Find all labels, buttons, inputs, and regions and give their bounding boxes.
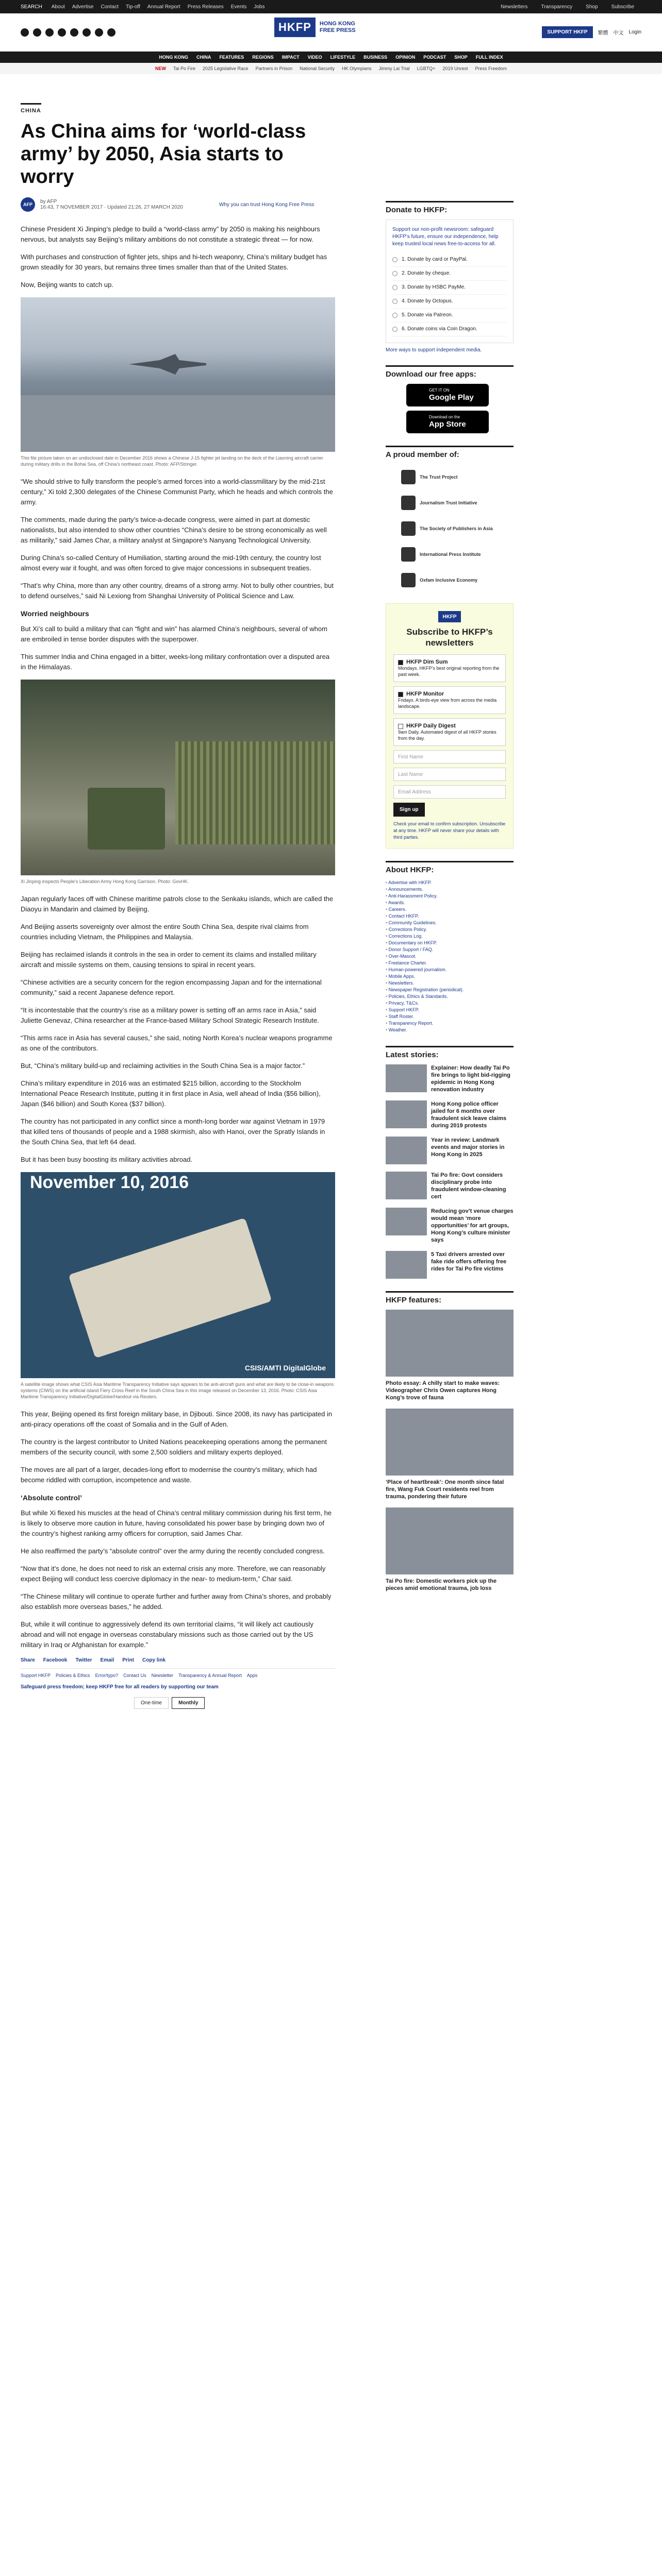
- latest-story[interactable]: [386, 1100, 514, 1129]
- newsletter-name: HKFP Monitor: [406, 691, 444, 697]
- trending-link[interactable]: Jimmy Lai Trial: [378, 66, 410, 71]
- photo-caption: A satellite image shows what CSIS Asia Maritime Transparency Initiative says appears to be anti-aircraft guns and what are likely to be close-in weapons systems (CIWS) on the artificial island Fiery Cross Reef in the South China Sea in this image released on December 13, 2016. Photo: CSIS Asia Maritime Transparency Initiative/DigitalGlobe/Handout via Reuters.: [21, 1382, 334, 1399]
- article-category[interactable]: CHINA: [21, 103, 41, 114]
- facebook-icon[interactable]: [21, 28, 29, 37]
- story-thumbnail[interactable]: [386, 1251, 427, 1279]
- trust-project-icon: [401, 470, 416, 484]
- topbar-link[interactable]: Jobs: [254, 4, 265, 10]
- donate-heading: Donate to HKFP:: [386, 201, 514, 214]
- member-logo[interactable]: [401, 541, 514, 567]
- share-label: Share: [21, 1657, 35, 1663]
- about-link[interactable]: • Human-powered journalism.: [386, 967, 514, 973]
- google-play-small: GET IT ON: [429, 388, 450, 393]
- nav-item[interactable]: FEATURES: [219, 55, 244, 60]
- military-vehicle: [88, 788, 165, 850]
- paragraph: The country has not participated in any conflict since a month-long border war against Vietnam in 1979 that killed tens of thousands of people and a 1988 skirmish, also with Hanoi, over the Spratly Islands in the South China Sea, that left 64 dead.: [21, 1117, 325, 1146]
- paragraph: “It is incontestable that the country’s rise as a military power is setting off an arms race in Asia,” said Juliette Genevaz, China researcher at the France-based Military School Strategic Research Institute.: [21, 1006, 319, 1024]
- story-thumbnail[interactable]: [386, 1172, 427, 1199]
- about-link[interactable]: • Newspaper Registration (periodical).: [386, 987, 514, 993]
- feature-title[interactable]: ‘Place of heartbreak’: One month since fatal fire, Wang Fuk Court residents reel from trauma, pondering their future: [386, 1479, 504, 1500]
- trending-link[interactable]: Partners in Prison: [255, 66, 293, 71]
- support-link[interactable]: Contact Us: [123, 1673, 146, 1678]
- topbar-link[interactable]: About: [51, 4, 65, 10]
- nav-item[interactable]: FULL INDEX: [475, 55, 503, 60]
- paragraph: “Chinese activities are a security concern for the region encompassing Japan and for the international community,” said a recent Japanese defence report.: [21, 978, 322, 996]
- story-title[interactable]: Explainer: How deadly Tai Po fire brings to light bid-rigging epidemic in Hong Kong renovation industry: [431, 1065, 510, 1093]
- signup-button[interactable]: Sign up: [393, 803, 425, 817]
- trending-bar: [0, 63, 662, 74]
- search-link[interactable]: SEARCH: [21, 4, 42, 10]
- donate-option[interactable]: [392, 267, 507, 281]
- main-nav: [0, 52, 662, 63]
- trending-link[interactable]: 2025 Legislative Race: [203, 66, 249, 71]
- newsletter-name: HKFP Dim Sum: [406, 659, 448, 665]
- logo-box: HKFP: [274, 18, 316, 37]
- about-link[interactable]: • Advertise with HKFP.: [386, 879, 514, 886]
- login-link[interactable]: Login: [628, 29, 641, 35]
- topbar-link[interactable]: Advertise: [72, 4, 94, 10]
- member-heading: A proud member of:: [386, 446, 514, 459]
- member-name: The Society of Publishers in Asia: [420, 526, 493, 531]
- features-heading: HKFP features:: [386, 1291, 514, 1304]
- checkbox-icon[interactable]: [398, 724, 403, 729]
- about-link[interactable]: • Careers.: [386, 906, 514, 913]
- latest-story[interactable]: [386, 1208, 514, 1244]
- logo-line-2: FREE PRESS: [319, 27, 356, 33]
- ipi-icon: [401, 547, 416, 562]
- member-logo[interactable]: [401, 464, 514, 490]
- feature-title[interactable]: Photo essay: A chilly start to make waves: Videographer Chris Owen captures Hong Kong’s trove of fauna: [386, 1380, 500, 1401]
- youtube-icon[interactable]: [58, 28, 66, 37]
- nav-item[interactable]: HONG KONG: [159, 55, 188, 60]
- radio-icon: [392, 285, 398, 290]
- share-facebook-button[interactable]: Facebook: [43, 1657, 68, 1663]
- member-name: International Press Institute: [420, 552, 481, 557]
- nav-item[interactable]: SHOP: [454, 55, 468, 60]
- paragraph: But, while it will continue to aggressively defend its own territorial claims, “it will likely act cautiously abroad and will not engage in overseas constabulary missions such as those carried out by the US military in Iraq or Afghanistan for example.”: [21, 1620, 313, 1649]
- newsletter-desc: Fridays. A birds-eye view from across the media landscape.: [398, 698, 497, 709]
- site-logo[interactable]: [274, 18, 356, 37]
- topbar-right-link[interactable]: Transparency: [541, 4, 573, 10]
- newsletter-desc: Mondays. HKFP’s best original reporting from the past week.: [398, 666, 500, 677]
- about-link[interactable]: • Mobile Apps.: [386, 973, 514, 980]
- topbar-link[interactable]: Contact: [101, 4, 119, 10]
- trending-link[interactable]: 2019 Unrest: [442, 66, 468, 71]
- support-button[interactable]: SUPPORT HKFP: [542, 26, 592, 38]
- artificial-island: [69, 1218, 272, 1359]
- about-link[interactable]: • Community Guidelines.: [386, 920, 514, 926]
- latest-story[interactable]: [386, 1251, 514, 1279]
- paragraph: With purchases and construction of fighter jets, ships and hi-tech weaponry, China’s military budget has grown steadily for 30 years, but remains three times smaller than that of the United States.: [21, 253, 327, 271]
- about-link[interactable]: • Donor Support / FAQ.: [386, 946, 514, 953]
- paragraph: China’s military expenditure in 2016 was an estimated $215 billion, according to the Stockholm International Peace Research Institute, putting it in first place in Asia, well ahead of India ($56 billion), Japan ($46 billion) and South Korea ($37 billion).: [21, 1079, 321, 1108]
- trending-link[interactable]: National Security: [300, 66, 335, 71]
- paragraph: Beijing has reclaimed islands it controls in the sea in order to cement its claims and installed military aircraft and missile systems on them, causing tensions to spiral in recent years.: [21, 951, 317, 969]
- satellite-date: November 10, 2016: [30, 1173, 189, 1192]
- newsletter-desc: 9am Daily. Automated digest of all HKFP stories from the day.: [398, 730, 496, 741]
- oxfam-icon: [401, 573, 416, 587]
- topbar-right-link[interactable]: Subscribe: [611, 4, 634, 10]
- article-date: 16:43, 7 NOVEMBER 2017 · Updated 21:26, 27 MARCH 2020: [40, 205, 183, 210]
- feature-thumbnail[interactable]: [386, 1310, 514, 1377]
- paragraph: But, “China’s military build-up and reclaiming activities in the South China Sea is a major factor.”: [21, 1062, 305, 1070]
- about-heading: About HKFP:: [386, 861, 514, 874]
- first-name-field[interactable]: First Name: [393, 750, 506, 764]
- donate-option[interactable]: [392, 253, 507, 267]
- newsletter-option[interactable]: [393, 686, 506, 714]
- safeguard-banner[interactable]: Safeguard press freedom; keep HKFP free for all readers by supporting our team: [21, 1684, 219, 1690]
- support-link[interactable]: Error/typo?: [95, 1673, 119, 1678]
- member-logo[interactable]: [401, 567, 514, 593]
- paragraph: Now, Beijing wants to catch up.: [21, 281, 113, 289]
- satellite-credit: CSIS/AMTI DigitalGlobe: [244, 1364, 326, 1372]
- about-link[interactable]: • Corrections Log.: [386, 933, 514, 940]
- feature-story[interactable]: [386, 1507, 514, 1592]
- feature-thumbnail[interactable]: [386, 1409, 514, 1476]
- member-logo[interactable]: [401, 490, 514, 516]
- support-link[interactable]: Newsletter: [151, 1673, 174, 1678]
- byline: [21, 197, 335, 212]
- newsletter-title: Subscribe to HKFP’s newsletters: [406, 627, 493, 648]
- newsletter-logo: HKFP: [438, 611, 461, 622]
- donate-box: [386, 219, 514, 343]
- print-button[interactable]: Print: [122, 1657, 134, 1663]
- about-link[interactable]: • Privacy, T&Cs.: [386, 1000, 514, 1007]
- newsletter-option[interactable]: [393, 718, 506, 746]
- trending-link[interactable]: LGBTQ+: [417, 66, 436, 71]
- paragraph: Japan regularly faces off with Chinese maritime patrols close to the Senkaku islands, which are called the Diaoyu in Mandarin and claimed by Beijing.: [21, 895, 334, 913]
- trust-link[interactable]: Why you can trust Hong Kong Free Press: [219, 201, 315, 208]
- share-email-button[interactable]: Email: [100, 1657, 114, 1663]
- paragraph: During China’s so-called Century of Humiliation, starting around the mid-19th century, the country lost almost every war it fought, and was often forced to give major concessions in subsequent treaties.: [21, 554, 321, 572]
- topbar-right-link[interactable]: Newsletters: [501, 4, 528, 10]
- donate-option-label: 5. Donate via Patreon.: [402, 312, 453, 318]
- paragraph: But while Xi flexed his muscles at the head of China’s central military commission during his first term, he is likely to observe more caution in future, having consolidated his power base by bringing down two of the country’s highest ranking army officers for corruption, said James Char.: [21, 1509, 332, 1537]
- article: [21, 103, 335, 1709]
- radio-icon: [392, 299, 398, 304]
- about-link[interactable]: • Documentary on HKFP.: [386, 940, 514, 946]
- support-link[interactable]: Transparency & Annual Report: [178, 1673, 242, 1678]
- app-store-button[interactable]: [406, 411, 489, 433]
- latest-story[interactable]: [386, 1137, 514, 1164]
- trending-link[interactable]: Tai Po Fire: [173, 66, 195, 71]
- tab-one-time[interactable]: One-time: [134, 1697, 169, 1709]
- paragraph: He also reaffirmed the party’s “absolute control” over the army during the recently concluded congress.: [21, 1547, 325, 1555]
- paragraph: This year, Beijing opened its first foreign military base, in Djibouti. Since 2008, its navy has participated in anti-piracy operations off the coast of Somalia and in the Gulf of Aden.: [21, 1410, 333, 1428]
- paragraph: “That’s why China, more than any other country, dreams of a strong army. Not to bully other countries, but to defend ourselves,” said Ni Lexiong from Shanghai University of Political Science and Law.: [21, 582, 334, 600]
- about-link[interactable]: • Corrections Policy.: [386, 926, 514, 933]
- paragraph: But it has been busy boosting its military activities abroad.: [21, 1156, 193, 1163]
- photo-caption: Xi Jinping inspects People’s Liberation Army Hong Kong Garrison. Photo: GovHK.: [21, 879, 189, 884]
- paragraph: This summer India and China engaged in a bitter, weeks-long military confrontation over a disputed area in the Himalayas.: [21, 653, 330, 671]
- about-link[interactable]: • Staff Roster.: [386, 1013, 514, 1020]
- donation-tabs: [134, 1697, 335, 1709]
- logo-line-1: HONG KONG: [319, 21, 355, 27]
- linkedin-icon[interactable]: [70, 28, 78, 37]
- trending-link[interactable]: HK Olympians: [342, 66, 372, 71]
- nav-item[interactable]: PODCAST: [423, 55, 446, 60]
- about-link[interactable]: • Newsletters.: [386, 980, 514, 987]
- bluesky-icon[interactable]: [107, 28, 115, 37]
- nav-item[interactable]: CHINA: [196, 55, 211, 60]
- support-links: [21, 1668, 335, 1678]
- fighter-jet: [129, 354, 206, 375]
- about-link[interactable]: • Freelance Charter.: [386, 960, 514, 967]
- threads-icon[interactable]: [95, 28, 103, 37]
- donate-option-label: 2. Donate by cheque.: [402, 270, 451, 276]
- troops: [175, 741, 335, 844]
- radio-icon: [392, 327, 398, 332]
- support-link[interactable]: Support HKFP: [21, 1673, 51, 1678]
- paragraph: Chinese President Xi Jinping’s pledge to build a “world-class army” by 2050 is making his neighbours nervous, but analysts say Beijing’s military ambitions do not constitute a strategic threat — for now.: [21, 225, 320, 243]
- about-link[interactable]: • Policies, Ethics & Standards.: [386, 993, 514, 1000]
- author-name[interactable]: by AFP: [40, 199, 57, 205]
- google-play-label: Google Play: [429, 393, 474, 402]
- about-link[interactable]: • Awards.: [386, 900, 514, 906]
- apps-heading: Download our free apps:: [386, 365, 514, 379]
- story-thumbnail[interactable]: [386, 1208, 427, 1235]
- topbar-link[interactable]: Annual Report: [147, 4, 180, 10]
- satellite-photo[interactable]: [21, 1172, 335, 1378]
- newsletter-name: HKFP Daily Digest: [406, 723, 456, 729]
- trending-link[interactable]: Press Freedom: [475, 66, 507, 71]
- latest-list: [386, 1064, 514, 1279]
- newsletter-box: [386, 603, 514, 849]
- article-body: [21, 224, 335, 1650]
- member-logo[interactable]: [401, 516, 514, 541]
- google-play-button[interactable]: [406, 384, 489, 406]
- feature-story[interactable]: [386, 1310, 514, 1401]
- features-list: [386, 1310, 514, 1592]
- support-link[interactable]: Apps: [246, 1673, 258, 1678]
- topbar-link[interactable]: Events: [230, 4, 247, 10]
- support-link[interactable]: Policies & Ethics: [56, 1673, 90, 1678]
- paragraph: The comments, made during the party’s twice-a-decade congress, were aimed in part at domestic nationalists, but also intended to show other countries “China’s desire to be strong economically as well as militarily,” said James Char, a military analyst at Singapore’s Nanyang Technological University.: [21, 516, 327, 544]
- nav-item[interactable]: LIFESTYLE: [330, 55, 356, 60]
- share-twitter-button[interactable]: Twitter: [75, 1657, 92, 1663]
- about-link[interactable]: • Contact HKFP.: [386, 913, 514, 920]
- about-link[interactable]: • Over-Mascot.: [386, 953, 514, 960]
- instagram-icon[interactable]: [45, 28, 54, 37]
- story-title[interactable]: Hong Kong police officer jailed for 6 months over fraudulent sick leave claims during 2019 protests: [431, 1101, 507, 1129]
- about-link[interactable]: • Weather.: [386, 1027, 514, 1033]
- story-thumbnail[interactable]: [386, 1137, 427, 1164]
- paragraph: “The Chinese military will continue to operate further and further away from China’s shores, and probably also establish more overseas bases,” he added.: [21, 1592, 332, 1611]
- donate-option-label: 1. Donate by card or PayPal.: [402, 257, 468, 262]
- newsletter-note: Check your email to confirm subscription. Unsubscribe at any time. HKFP will never share your details with third parties.: [393, 821, 506, 840]
- about-link[interactable]: • Announcements.: [386, 886, 514, 893]
- lang-link[interactable]: 繁體: [598, 30, 608, 36]
- nav-item[interactable]: OPINION: [395, 55, 416, 60]
- checkbox-checked-icon[interactable]: [398, 660, 403, 665]
- garrison-photo[interactable]: [21, 680, 335, 875]
- paragraph: But Xi’s call to build a military that can “fight and win” has alarmed China’s neighbours, several of whom are embroiled in tense border disputes with the superpower.: [21, 625, 327, 643]
- app-store-label: App Store: [429, 420, 466, 429]
- last-name-field[interactable]: Last Name: [393, 768, 506, 781]
- about-link[interactable]: • Support HKFP.: [386, 1007, 514, 1013]
- nav-item[interactable]: REGIONS: [252, 55, 274, 60]
- nav-item[interactable]: BUSINESS: [363, 55, 388, 60]
- topbar-right-link[interactable]: Shop: [586, 4, 598, 10]
- latest-story[interactable]: [386, 1064, 514, 1093]
- story-thumbnail[interactable]: [386, 1064, 427, 1092]
- donate-intro[interactable]: Support our non-profit newsroom: safeguard HKFP’s future, ensure our independence, help keep trusted local news free-to-access for all.: [392, 227, 499, 247]
- paragraph: And Beijing asserts sovereignty over almost the entire South China Sea, despite rival claims from countries including Vietnam, the Philippines and Malaysia.: [21, 923, 309, 941]
- logo-text: [320, 21, 356, 34]
- member-name: The Trust Project: [420, 474, 458, 480]
- subheading: ‘Absolute control’: [21, 1494, 82, 1502]
- member-name: Journalism Trust Initiative: [420, 500, 477, 505]
- donate-option[interactable]: [392, 309, 507, 323]
- checkbox-checked-icon[interactable]: [398, 692, 403, 697]
- article-title: As China aims for ‘world-class army’ by 2050, Asia starts to worry: [21, 121, 306, 188]
- paragraph: The moves are all part of a larger, decades-long effort to modernise the country’s military, which had become riddled with corruption, incompetence and waste.: [21, 1466, 317, 1484]
- lang-link[interactable]: 中文: [613, 30, 624, 36]
- member-name: Oxfam Inclusive Economy: [420, 578, 478, 583]
- donate-option[interactable]: [392, 323, 507, 336]
- share-bar: [21, 1657, 335, 1663]
- photo-caption: This file picture taken on an undisclosed date in December 2016 shows a Chinese J-15 fighter jet landing on the deck of the Liaoning aircraft carrier during military drills in the Bohai Sea, off China’s northeast coast. Photo: AFP/Stringer.: [21, 455, 323, 467]
- story-title[interactable]: 5 Taxi drivers arrested over fake ride offers offering free rides for Tai Po fire victims: [431, 1251, 507, 1272]
- email-field[interactable]: Email Address: [393, 785, 506, 799]
- latest-story[interactable]: [386, 1172, 514, 1200]
- about-link[interactable]: • Anti-Harassment Policy.: [386, 893, 514, 900]
- donate-option-label: 3. Donate by HSBC PayMe.: [402, 284, 466, 290]
- donate-option[interactable]: [392, 295, 507, 309]
- social-icons: [21, 28, 115, 37]
- story-thumbnail[interactable]: [386, 1100, 427, 1128]
- paragraph: The country is the largest contributor to United Nations peacekeeping operations among the permanent members of the security council, with some 2,500 soldiers and military experts deployed.: [21, 1438, 327, 1456]
- x-icon[interactable]: [33, 28, 41, 37]
- nav-item[interactable]: IMPACT: [282, 55, 300, 60]
- more-ways-link[interactable]: More ways to support independent media.: [386, 347, 482, 353]
- copy-link-button[interactable]: Copy link: [142, 1657, 166, 1663]
- utility-bar: [0, 0, 662, 13]
- donate-option-label: 6. Donate coins via Coin Dragon.: [402, 326, 477, 332]
- donate-option-label: 4. Donate by Octopus.: [402, 298, 453, 304]
- feature-story[interactable]: [386, 1409, 514, 1500]
- mastodon-icon[interactable]: [82, 28, 91, 37]
- radio-icon: [392, 257, 398, 262]
- nav-item[interactable]: VIDEO: [307, 55, 322, 60]
- new-badge: NEW: [155, 66, 166, 71]
- app-store-small: Download on the: [429, 415, 460, 419]
- masthead: [0, 13, 662, 52]
- radio-icon: [392, 313, 398, 318]
- donate-option[interactable]: [392, 281, 507, 295]
- paragraph: “We should strive to fully transform the people’s armed forces into a world-classmilitary by the mid-21st century,” Xi told 2,300 delegates of the Chinese Communist Party, which he heads and which controls the army.: [21, 478, 333, 506]
- sopa-icon: [401, 521, 416, 536]
- feature-title[interactable]: Tai Po fire: Domestic workers pick up the pieces amid emotional trauma, job loss: [386, 1578, 496, 1591]
- topbar-link[interactable]: Tip-off: [125, 4, 140, 10]
- feature-thumbnail[interactable]: [386, 1507, 514, 1574]
- tab-monthly[interactable]: Monthly: [172, 1697, 205, 1709]
- subheading: Worried neighbours: [21, 609, 89, 618]
- sidebar: [386, 201, 514, 1599]
- newsletter-option[interactable]: [393, 654, 506, 682]
- latest-heading: Latest stories:: [386, 1046, 514, 1059]
- carrier-photo[interactable]: [21, 297, 335, 452]
- radio-icon: [392, 271, 398, 276]
- about-link[interactable]: • Transparency Report.: [386, 1020, 514, 1027]
- story-title[interactable]: Reducing gov’t venue charges would mean ‘more opportunities’ for art groups, Hong Kong’s culture minister says: [431, 1208, 514, 1243]
- story-title[interactable]: Year in review: Landmark events and major stories in Hong Kong in 2025: [431, 1137, 505, 1158]
- topbar-link[interactable]: Press Releases: [187, 4, 224, 10]
- paragraph: “Now that it’s done, he does not need to risk an external crisis any more. Therefore, we can reasonably expect Beijing will conduct less coercive diplomacy in the near- to medium-term,” Char said.: [21, 1565, 326, 1583]
- carrier-deck: [21, 395, 335, 452]
- story-title[interactable]: Tai Po fire: Govt considers disciplinary probe into fraudulent window-cleaning cert: [431, 1172, 506, 1200]
- jti-icon: [401, 496, 416, 510]
- about-list: [386, 879, 514, 1033]
- author-avatar: AFP: [21, 197, 35, 212]
- paragraph: “This arms race in Asia has several causes,” she said, noting North Korea’s nuclear weapons programme as one of the contributors.: [21, 1034, 333, 1052]
